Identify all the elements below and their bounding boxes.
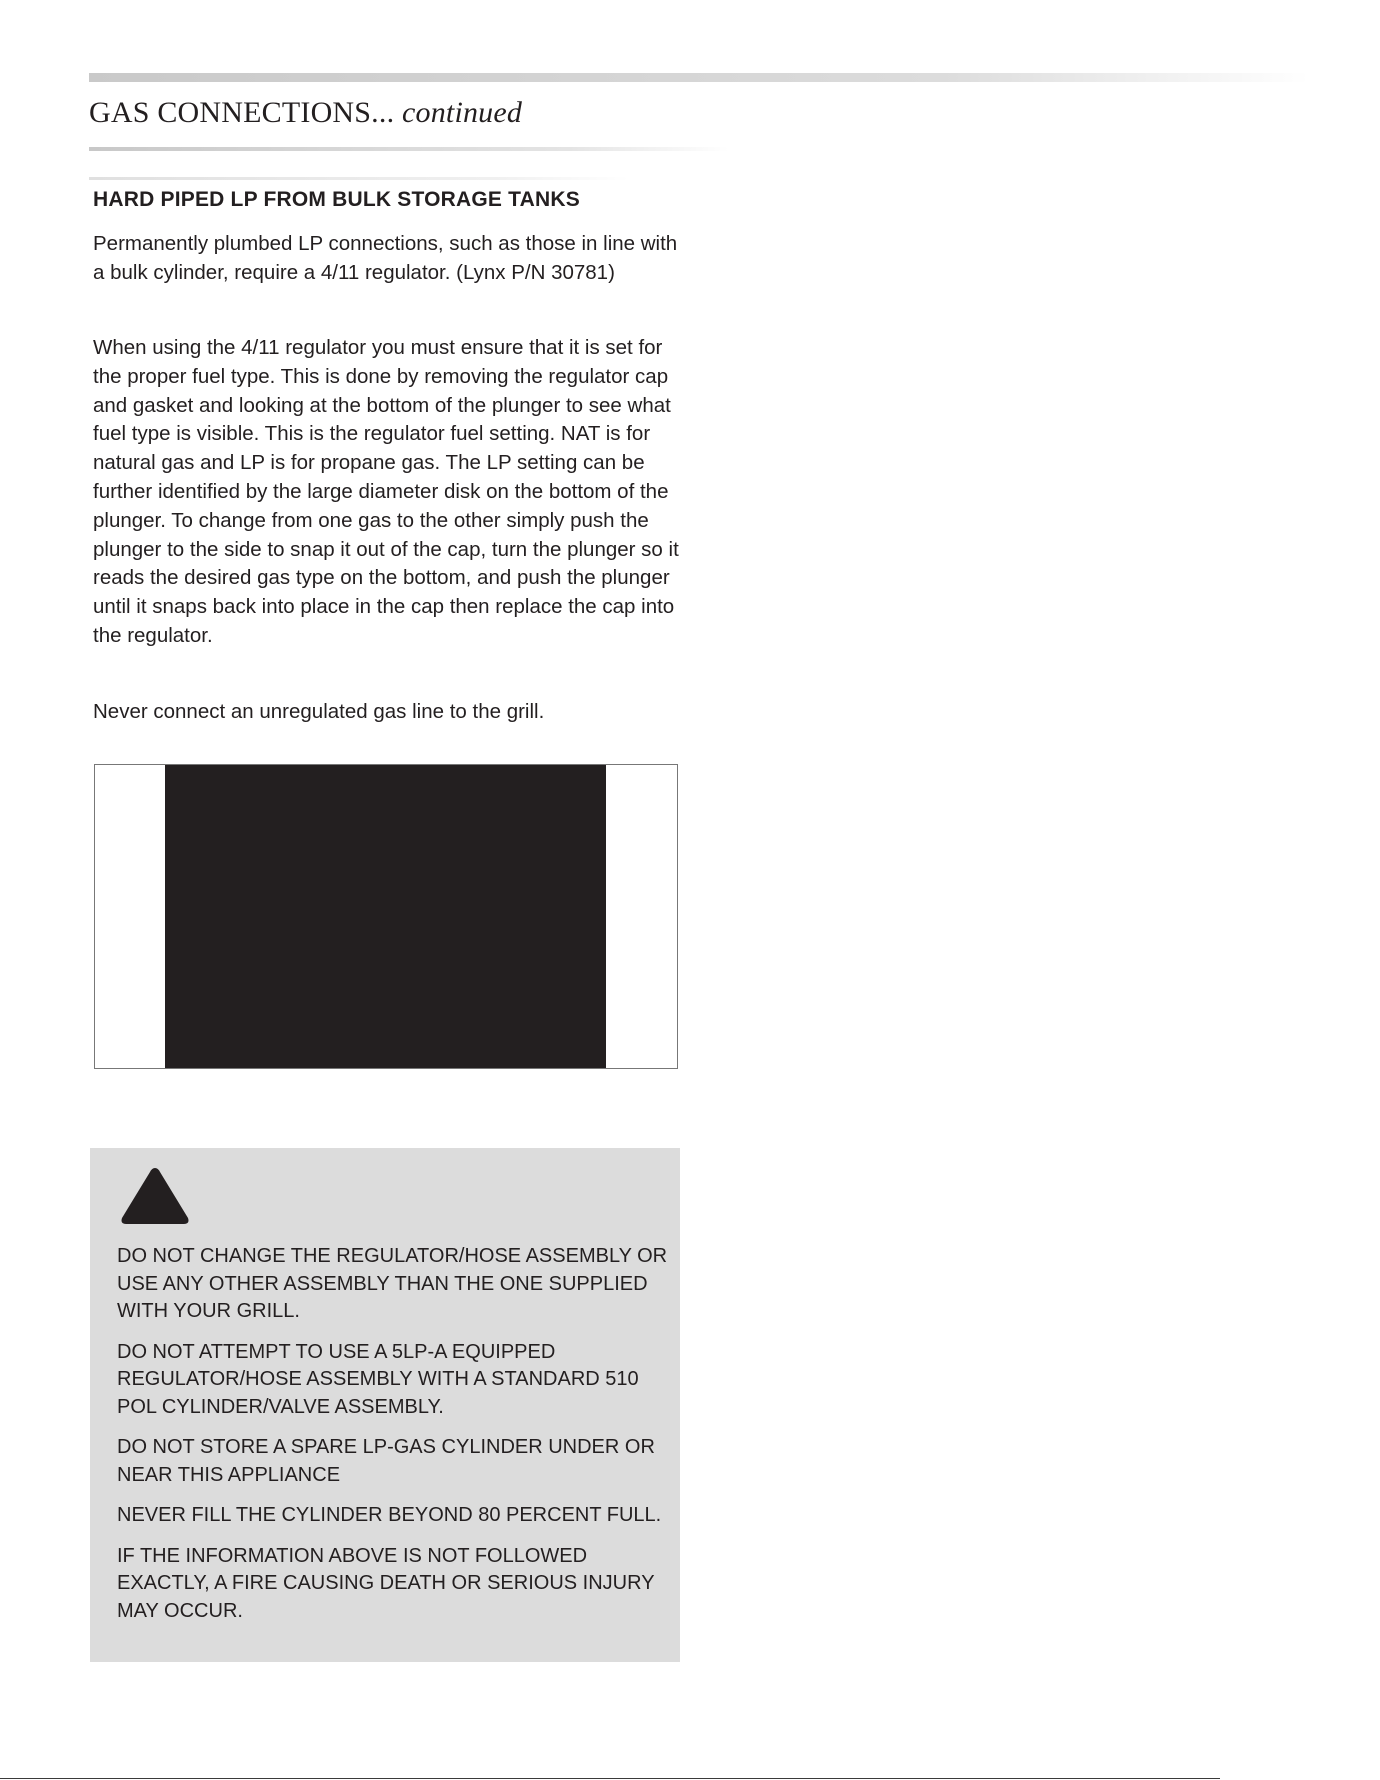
section-divider: [89, 177, 629, 180]
body-paragraph-unregulated-warning: Never connect an unregulated gas line to the grill.: [93, 700, 545, 723]
warning-list: [117, 1243, 672, 1638]
title-divider: [89, 147, 729, 151]
warning-item-regulator-hose: DO NOT CHANGE THE REGULATOR/HOSE ASSEMBLY OR USE ANY OTHER ASSEMBLY THAN THE ONE SUPPLIED WITH YOUR GRILL.: [117, 1245, 668, 1322]
warning-item-fire-risk: IF THE INFORMATION ABOVE IS NOT FOLLOWED EXACTLY, A FIRE CAUSING DEATH OR SERIOUS INJURY MAY OCCUR.: [117, 1544, 655, 1622]
page-title: [89, 96, 522, 130]
page-title-continued: continued: [402, 96, 523, 129]
warning-item-5lp-a: DO NOT ATTEMPT TO USE A 5LP-A EQUIPPED REGULATOR/HOSE ASSEMBLY WITH A STANDARD 510 POL CYLINDER/VALVE ASSEMBLY.: [117, 1340, 639, 1418]
warning-item-fill-limit: NEVER FILL THE CYLINDER BEYOND 80 PERCENT FULL.: [117, 1504, 662, 1526]
top-divider: [89, 73, 1309, 82]
warning-triangle-icon: [118, 1164, 192, 1228]
body-paragraph-bulk-cylinder: Permanently plumbed LP connections, such as those in line with a bulk cylinder, require a 4/11 regulator. (Lynx P/N 30781): [93, 232, 678, 284]
section-heading: HARD PIPED LP FROM BULK STORAGE TANKS: [93, 188, 580, 211]
body-paragraph-regulator-setting: When using the 4/11 regulator you must ensure that it is set for the proper fuel type. This is done by removing the regulator cap and gasket and looking at the bottom of the plunger to see what fuel type is visible. This is the regulator fuel setting. NAT is for natural gas and LP is for propane gas. The LP setting can be further identified by the large diameter disk on the bottom of the plunger. To change from one gas to the other simply push the plunger to the side to snap it out of the cap, turn the plunger so it reads the desired gas type on the bottom, and push the plunger until it snaps back into place in the cap then replace the cap into the regulator.: [93, 336, 679, 647]
warning-box: [90, 1148, 680, 1662]
regulator-figure: [94, 764, 678, 1069]
warning-item-spare-cylinder: DO NOT STORE A SPARE LP-GAS CYLINDER UNDER OR NEAR THIS APPLIANCE: [117, 1436, 655, 1486]
page-title-main: GAS CONNECTIONS...: [89, 96, 395, 129]
regulator-figure-image: [165, 765, 606, 1068]
bottom-divider: [0, 1778, 1220, 1779]
